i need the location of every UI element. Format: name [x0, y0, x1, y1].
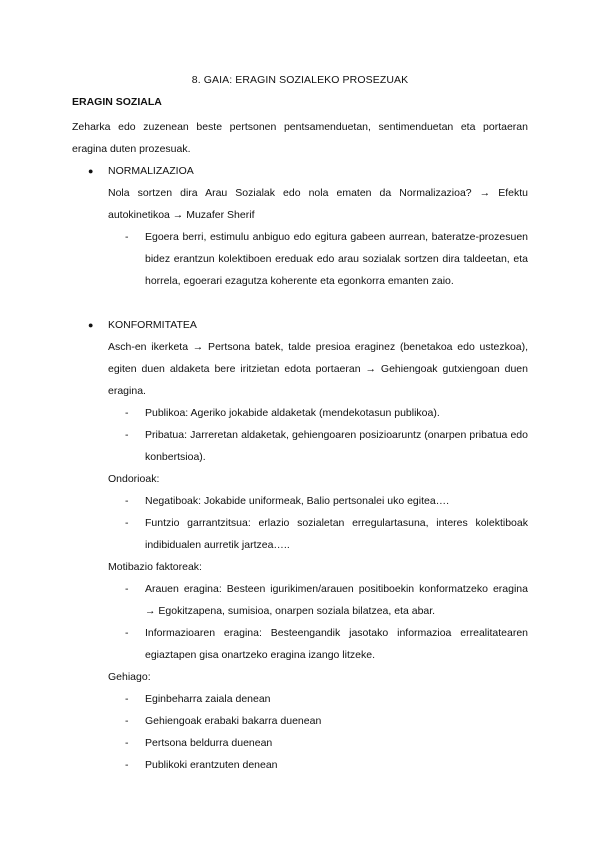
list-item	[125, 424, 528, 468]
list-item	[125, 732, 528, 754]
motibazio-label: Motibazio faktoreak:	[108, 561, 202, 573]
list-item	[125, 710, 528, 732]
gehiago-label: Gehiago:	[108, 671, 151, 683]
list-item	[125, 490, 528, 512]
dash-icon: -	[125, 627, 129, 639]
dash-icon: -	[125, 517, 129, 529]
list-item	[125, 226, 528, 292]
list-item	[125, 754, 528, 776]
list-item-text: Eginbeharra zaiala denean	[145, 693, 271, 705]
ondorioak-label: Ondorioak:	[108, 473, 160, 485]
list-item-text: Negatiboak: Jokabide uniformeak, Balio pertsonalei uko egitea….	[145, 495, 450, 507]
bullet-label: KONFORMITATEA	[108, 319, 197, 331]
list-item-text: Informazioaren eragina: Besteengandik jasotako informazioa errealitatearen egiaztapen gisa onartzeko eragina izango litzeke.	[145, 627, 528, 661]
bullet-icon: ●	[88, 320, 94, 330]
dash-icon: -	[125, 759, 129, 771]
list-item-text: Publikoa: Ageriko jokabide aldaketak (mendekotasun publikoa).	[145, 407, 440, 419]
bullet-normalizazioa	[88, 160, 528, 182]
intro-paragraph: Zeharka edo zuzenean beste pertsonen pentsamenduetan, sentimenduetan eta portaeran eragina duten prozesuak.	[72, 121, 528, 155]
section-heading: ERAGIN SOZIALA	[72, 96, 162, 108]
dash-icon: -	[125, 407, 129, 419]
list-item-text: Egoera berri, estimulu anbiguo edo egitura gabeen aurrean, bateratze-prozesuen bidez erantzun kolektiboen ereduak edo arau sozialak sortzen dira taldeetan, eta horrela, egoerari ezagutza koherente eta egonkorra emanten zaio.	[145, 231, 528, 287]
list-item-text: Arauen eragina: Besteen igurikimen/arauen positiboekin konformatzeko eragina → Egokitzapena, sumisioa, onarpen soziala bilatzea, eta abar.	[145, 583, 528, 617]
bullet-icon: ●	[88, 166, 94, 176]
list-item	[125, 688, 528, 710]
normalizazioa-text: Nola sortzen dira Arau Sozialak edo nola ematen da Normalizazioa? → Efektu autokinetikoa → Muzafer Sherif	[108, 187, 528, 221]
bullet-label: NORMALIZAZIOA	[108, 165, 194, 177]
list-item	[125, 512, 528, 556]
bullet-konformitatea	[88, 314, 528, 336]
konformitatea-text: Asch-en ikerketa → Pertsona batek, talde presioa eraginez (benetakoa edo ustezkoa), egiten duen aldaketa bere iritzietan edota portaeran → Gehiengoak gutxiengoan duen eragina.	[108, 341, 528, 397]
list-item-text: Gehiengoak erabaki bakarra duenean	[145, 715, 322, 727]
dash-icon: -	[125, 737, 129, 749]
list-item-text: Publikoki erantzuten denean	[145, 759, 278, 771]
dash-icon: -	[125, 231, 129, 243]
dash-icon: -	[125, 693, 129, 705]
list-item	[125, 402, 528, 424]
page-title: 8. GAIA: ERAGIN SOZIALEKO PROSEZUAK	[191, 74, 409, 86]
list-item	[125, 622, 528, 666]
dash-icon: -	[125, 495, 129, 507]
dash-icon: -	[125, 429, 129, 441]
list-item	[125, 578, 528, 622]
dash-icon: -	[125, 715, 129, 727]
list-item-text: Funtzio garrantzitsua: erlazio sozialetan erregulartasuna, interes kolektiboak indibidualen aurretik jartzea…..	[145, 517, 528, 551]
list-item-text: Pertsona beldurra duenean	[145, 737, 273, 749]
dash-icon: -	[125, 583, 129, 595]
list-item-text: Pribatua: Jarreretan aldaketak, gehiengoaren posizioaruntz (onarpen pribatua edo konbertsioa).	[145, 429, 528, 463]
